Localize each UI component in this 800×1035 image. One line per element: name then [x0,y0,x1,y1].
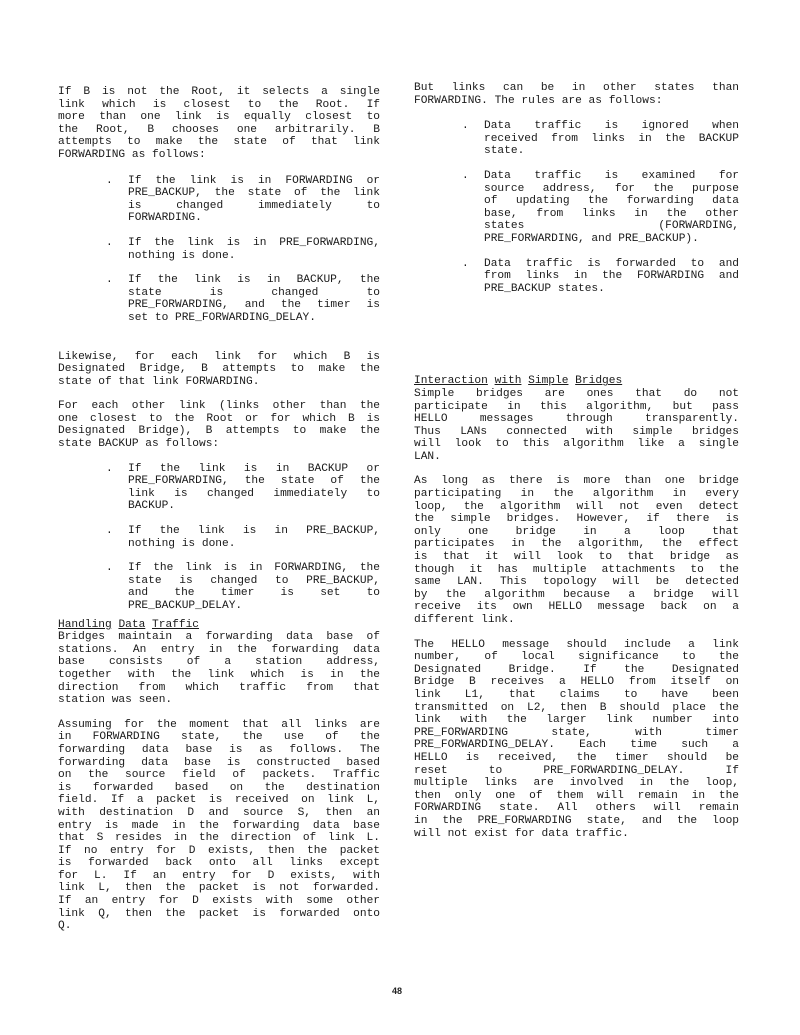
text-line: field. If a packet is received on link L, [58,794,380,807]
text-line: If the link is in PRE_BACKUP, [128,525,380,538]
bullet-icon: . [462,257,469,270]
text-line: If an entry for D exists with some other [58,895,380,908]
text-line: forwarding data base is constructed based [58,756,380,769]
bullet-item [106,562,380,612]
text-line: participate in this algorithm, but pass [414,400,739,413]
text-line: PRE_BACKUP states. [484,282,605,295]
paragraph-root-selection [58,86,380,162]
text-line: is forwarded back onto all links except [58,857,380,870]
paragraph-loop-detection [414,475,739,626]
bullet-item [462,257,739,296]
text-line: states (FORWARDING, [484,220,739,233]
paragraph-forwarding-database [58,631,380,707]
text-line: link is changed immediately to [128,487,380,500]
text-line: direction from which traffic from that [58,681,380,694]
text-line: base consists of a station address, [58,656,380,669]
text-line: multiple links are involved in the loop, [414,777,739,790]
paragraph-simple-bridges [414,388,739,464]
paragraph-hello-message [414,639,739,841]
text-line: Designated Bridge. If the Designated [414,663,739,676]
section-heading-interaction-simple-bridges [414,375,739,388]
text-line: PRE_FORWARDING, and PRE_BACKUP). [484,232,699,245]
heading-word: Bridges [575,375,623,388]
text-line: state of that link FORWARDING. [58,375,260,388]
text-line: station was seen. [58,694,173,707]
text-line: HELLO is received, the timer should be [414,751,739,764]
text-line: participating in the algorithm in every [414,488,739,501]
heading-word: Traffic [152,618,200,631]
text-line: nothing is done. [128,537,236,550]
text-line: link which is closest to the Root. If [58,98,380,111]
text-line: is that it will look to that bridge as [414,551,739,564]
text-line: Bridges maintain a forwarding data base of [58,631,380,644]
heading-word: Handling [58,618,112,631]
bullet-item [462,120,739,158]
bullet-item [106,525,380,550]
bullet-item [106,236,380,262]
text-line: PRE_FORWARDING, the state of the [128,475,380,488]
text-line: the Root, B chooses one arbitrarily. B [58,123,380,136]
bullet-item [106,462,380,513]
text-line: FORWARDING as follows: [58,148,206,161]
text-line: FORWARDING state. All others will remain [414,802,739,815]
text-line: link L, then the packet is not forwarded. [58,882,380,895]
text-line: transmitted on L2, then B should place the [414,701,739,714]
paragraph-designated-bridge [58,351,380,389]
text-line: If the link is in BACKUP or [128,462,380,475]
text-line: But links can be in other states than [414,82,739,94]
text-line: Bridge B receives a HELLO from itself on [414,676,739,689]
text-line: in the PRE_FORWARDING state, and the loop [414,814,739,827]
text-line: reset to PRE_FORWARDING_DELAY. If [414,764,739,777]
text-line: forwarding data base is as follows. The [58,743,380,756]
text-line: Likewise, for each link for which B is [58,350,380,363]
text-line: If the link is in PRE_FORWARDING, [128,236,380,249]
text-line: stations. An entry in the forwarding data [58,643,380,656]
right-column [414,82,739,840]
text-line: If no entry for D exists, then the packet [58,844,380,857]
text-line: For each other link (links other than the [58,400,380,413]
text-line: number, of local significance to the [414,651,739,664]
text-line: entry is made in the forwarding data base [58,819,380,832]
text-line: BACKUP. [128,500,175,513]
text-line: Data traffic is examined for [484,169,739,182]
bullet-icon: . [106,462,113,475]
text-line: participates in the algorithm, the effect [414,538,739,551]
paragraph-forwarding-use [58,719,380,933]
text-line: FORWARDING. [128,212,202,225]
text-line: base, from links in the other [484,207,739,220]
text-line: though it has multiple attachments to the [414,563,739,576]
text-line: state is changed to PRE_BACKUP, [128,574,380,587]
text-line: on the source field of packets. Traffic [58,769,380,782]
text-line: received from links in the BACKUP [484,132,739,145]
text-line: same LAN. This topology will be detected [414,576,739,589]
heading-word: Data [118,618,146,631]
bullet-icon: . [462,120,469,133]
section-heading-handling-data-traffic [58,619,380,632]
text-line: source address, for the purpose [484,182,739,195]
text-line: PRE_BACKUP, the state of the link [128,187,380,200]
text-line: Assuming for the moment that all links are [58,718,380,731]
text-line: LAN. [414,450,441,463]
text-line: is forwarded based on the destination [58,781,380,794]
text-line: will not exist for data traffic. [414,827,629,840]
text-line: If the link is in BACKUP, the [128,274,380,287]
text-line: link Q, then the packet is forwarded onto [58,907,380,920]
text-line: the simple bridges. However, if there is [414,513,739,526]
bullet-item [106,274,380,324]
text-line: is changed immediately to [128,199,380,212]
text-line: in FORWARDING state, the use of the [58,731,380,744]
text-line: As long as there is more than one bridge [414,475,739,488]
bullet-icon: . [462,169,469,182]
text-line: loop, the algorithm will not even detect [414,500,739,513]
text-line: If the link is in FORWARDING or [128,174,380,187]
text-line: with destination D and source S, then an [58,806,380,819]
text-line: PRE_FORWARDING, and the timer is [128,299,380,312]
bullet-icon: . [106,236,113,249]
text-line: state. [484,145,525,158]
text-line: set to PRE_FORWARDING_DELAY. [128,311,316,324]
bullet-item [106,174,380,225]
text-line: state is changed to [128,286,380,299]
bullet-icon: . [106,562,113,575]
text-line: for L. If an entry for D exists, with [58,869,380,882]
text-line: together with the link which is in the [58,668,380,681]
bullet-item [462,169,739,246]
left-column [58,86,380,933]
text-line: that S resides in the direction of link L. [58,832,380,845]
text-line: nothing is done. [128,249,236,262]
text-line: If the link is in FORWARDING, the [128,562,380,575]
text-line: The HELLO message should include a link [414,638,739,651]
text-line: If B is not the Root, it selects a single [58,86,380,98]
text-line: from links in the FORWARDING and [484,270,739,283]
paragraph-other-links [58,400,380,450]
text-line: more than one link is equally closest to [58,111,380,124]
heading-word: Simple [528,375,569,388]
text-line: Q. [58,920,72,933]
text-line: Simple bridges are ones that do not [414,387,739,400]
text-line: PRE_FORWARDING_DELAY. Each time such a [414,739,739,752]
text-line: PRE_BACKUP_DELAY. [128,600,243,612]
text-line: of updating the forwarding data [484,195,739,208]
heading-word: Interaction [414,375,488,388]
text-line: Designated Bridge, B attempts to make the [58,363,380,376]
page-number: 48 [392,986,403,996]
bullet-icon: . [106,525,113,538]
text-line: different link. [414,614,515,626]
text-line: only one bridge in a loop that [414,525,739,538]
bullet-icon: . [106,274,113,287]
text-line: state BACKUP as follows: [58,438,220,451]
text-line: PRE_FORWARDING state, with timer [414,726,739,739]
heading-word: with [494,375,522,388]
text-line: by the algorithm because a bridge will [414,588,739,601]
text-line: HELLO messages through transparently. [414,413,739,426]
bullet-icon: . [106,174,113,187]
text-line: will look to this algorithm like a single [414,438,739,451]
paragraph-other-states [414,82,739,107]
text-line: Designated Bridge), B attempts to make the [58,425,380,438]
text-line: link L1, that claims to have been [414,688,739,701]
text-line: FORWARDING. The rules are as follows: [414,94,663,107]
text-line: one closest to the Root or for which B is [58,412,380,425]
text-line: receive its own HELLO message back on a [414,601,739,614]
text-line: Data traffic is ignored when [484,120,739,133]
text-line: Thus LANs connected with simple bridges [414,425,739,438]
text-line: attempts to make the state of that link [58,136,380,149]
text-line: link with the larger link number into [414,714,739,727]
text-line: and the timer is set to [128,587,380,600]
text-line: then only one of them will remain in the [414,789,739,802]
text-line: Data traffic is forwarded to and [484,257,739,270]
